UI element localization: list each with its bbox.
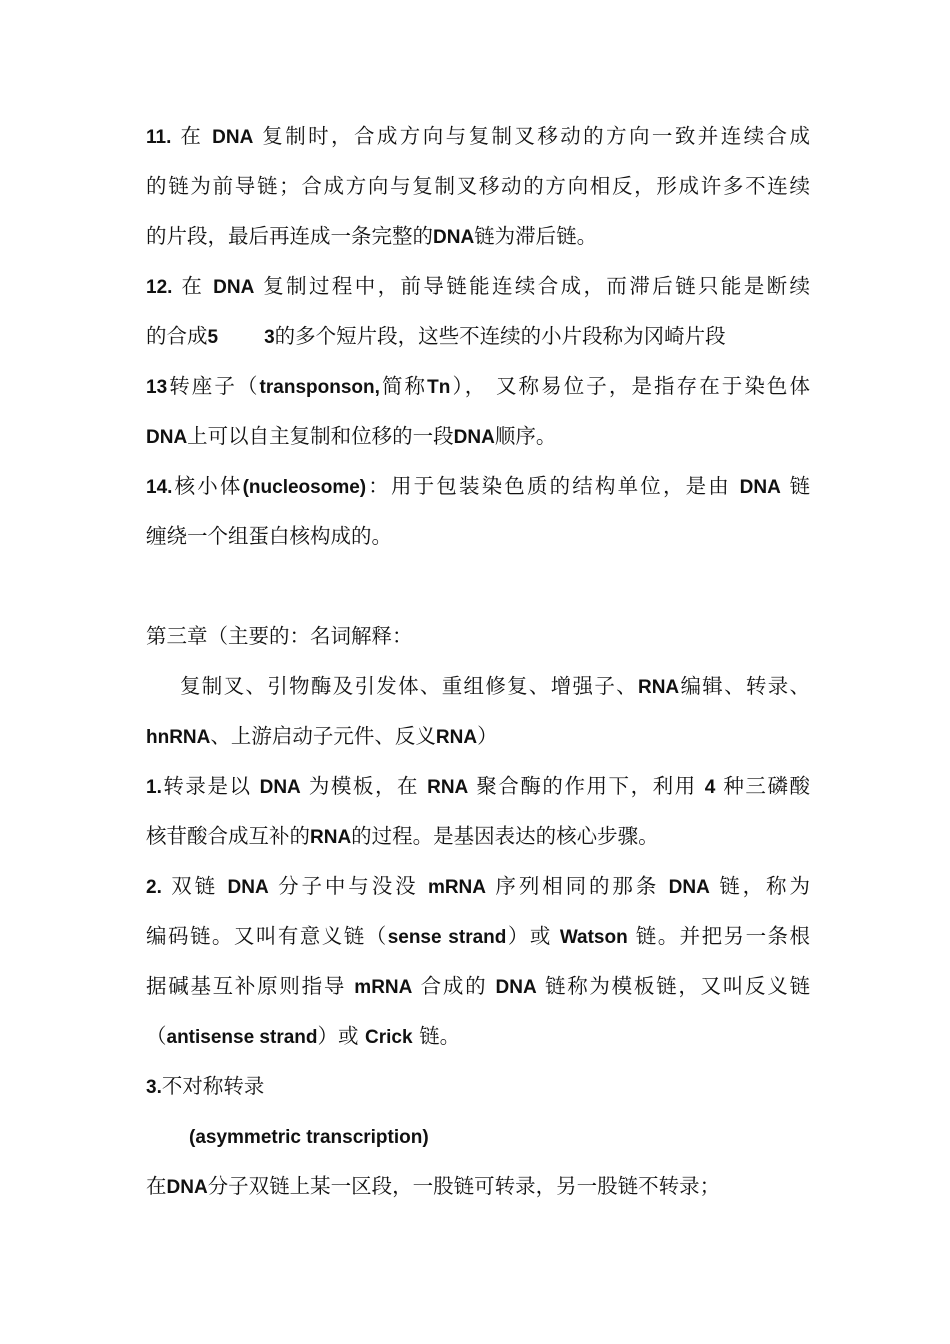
item-12-number: 12. [146,277,173,298]
item-13-line-2: DNA上可以自主复制和位移的一段DNA顺序。 [146,424,557,448]
chapter-title: 第三章（主要的：名词解释： [146,624,413,648]
item-14-line-1: 14.核小体(nucleosome)：用于包装染色质的结构单位，是由 DNA 链 [146,474,810,498]
item-13-line-1: 13转座子（transponson,简称Tn）， 又称易位子，是指存在于染色体 [146,374,811,398]
def-2-line-1: 2. 双链 DNA 分子中与没没 mRNA 序列相同的那条 DNA 链，称为 [146,874,810,898]
def-1-line-2: 核苷酸合成互补的RNA的过程。是基因表达的核心步骤。 [146,824,659,848]
item-12-line-2: 的合成5 3的多个短片段，这些不连续的小片段称为冈崎片段 [146,324,726,348]
chapter-terms-line-2: hnRNA、上游启动子元件、反义RNA） [146,724,498,748]
def-3-english-term: (asymmetric transcription) [189,1127,429,1148]
item-14-line-2: 缠绕一个组蛋白核构成的。 [146,524,392,548]
def-3-line-1: 在DNA分子双链上某一区段，一股链可转录，另一股链不转录； [146,1174,721,1198]
item-11-line-2: 的链为前导链；合成方向与复制叉移动的方向相反，形成许多不连续 [146,174,810,198]
item-12-line-1: 12. 在 DNA 复制过程中，前导链能连续合成，而滞后链只能是断续 [146,274,810,298]
item-14-number: 14. [146,477,173,498]
def-3-number: 3. [146,1077,162,1098]
def-1-number: 1. [146,777,162,798]
def-2-line-3: 据碱基互补原则指导 mRNA 合成的 DNA 链称为模板链，又叫反义链 [146,974,810,998]
item-11-line-1: 11. 在 DNA 复制时，合成方向与复制叉移动的方向一致并连续合成 [146,124,810,148]
def-2-line-2: 编码链。又叫有意义链（sense strand）或 Watson 链。并把另一条根 [146,924,811,948]
item-13-number: 13 [146,377,168,398]
chapter-terms-line-1: 复制叉、引物酶及引发体、重组修复、增强子、RNA编辑、转录、 [180,674,811,698]
def-3-title: 3.不对称转录 [146,1074,265,1098]
item-11-line-3: 的片段，最后再连成一条完整的DNA链为滞后链。 [146,224,598,248]
def-2-number: 2. [146,877,162,898]
def-1-line-1: 1.转录是以 DNA 为模板，在 RNA 聚合酶的作用下，利用 4 种三磷酸 [146,774,810,798]
def-2-line-4: （antisense strand）或 Crick 链。 [146,1024,461,1048]
item-11-number: 11. [146,127,172,148]
